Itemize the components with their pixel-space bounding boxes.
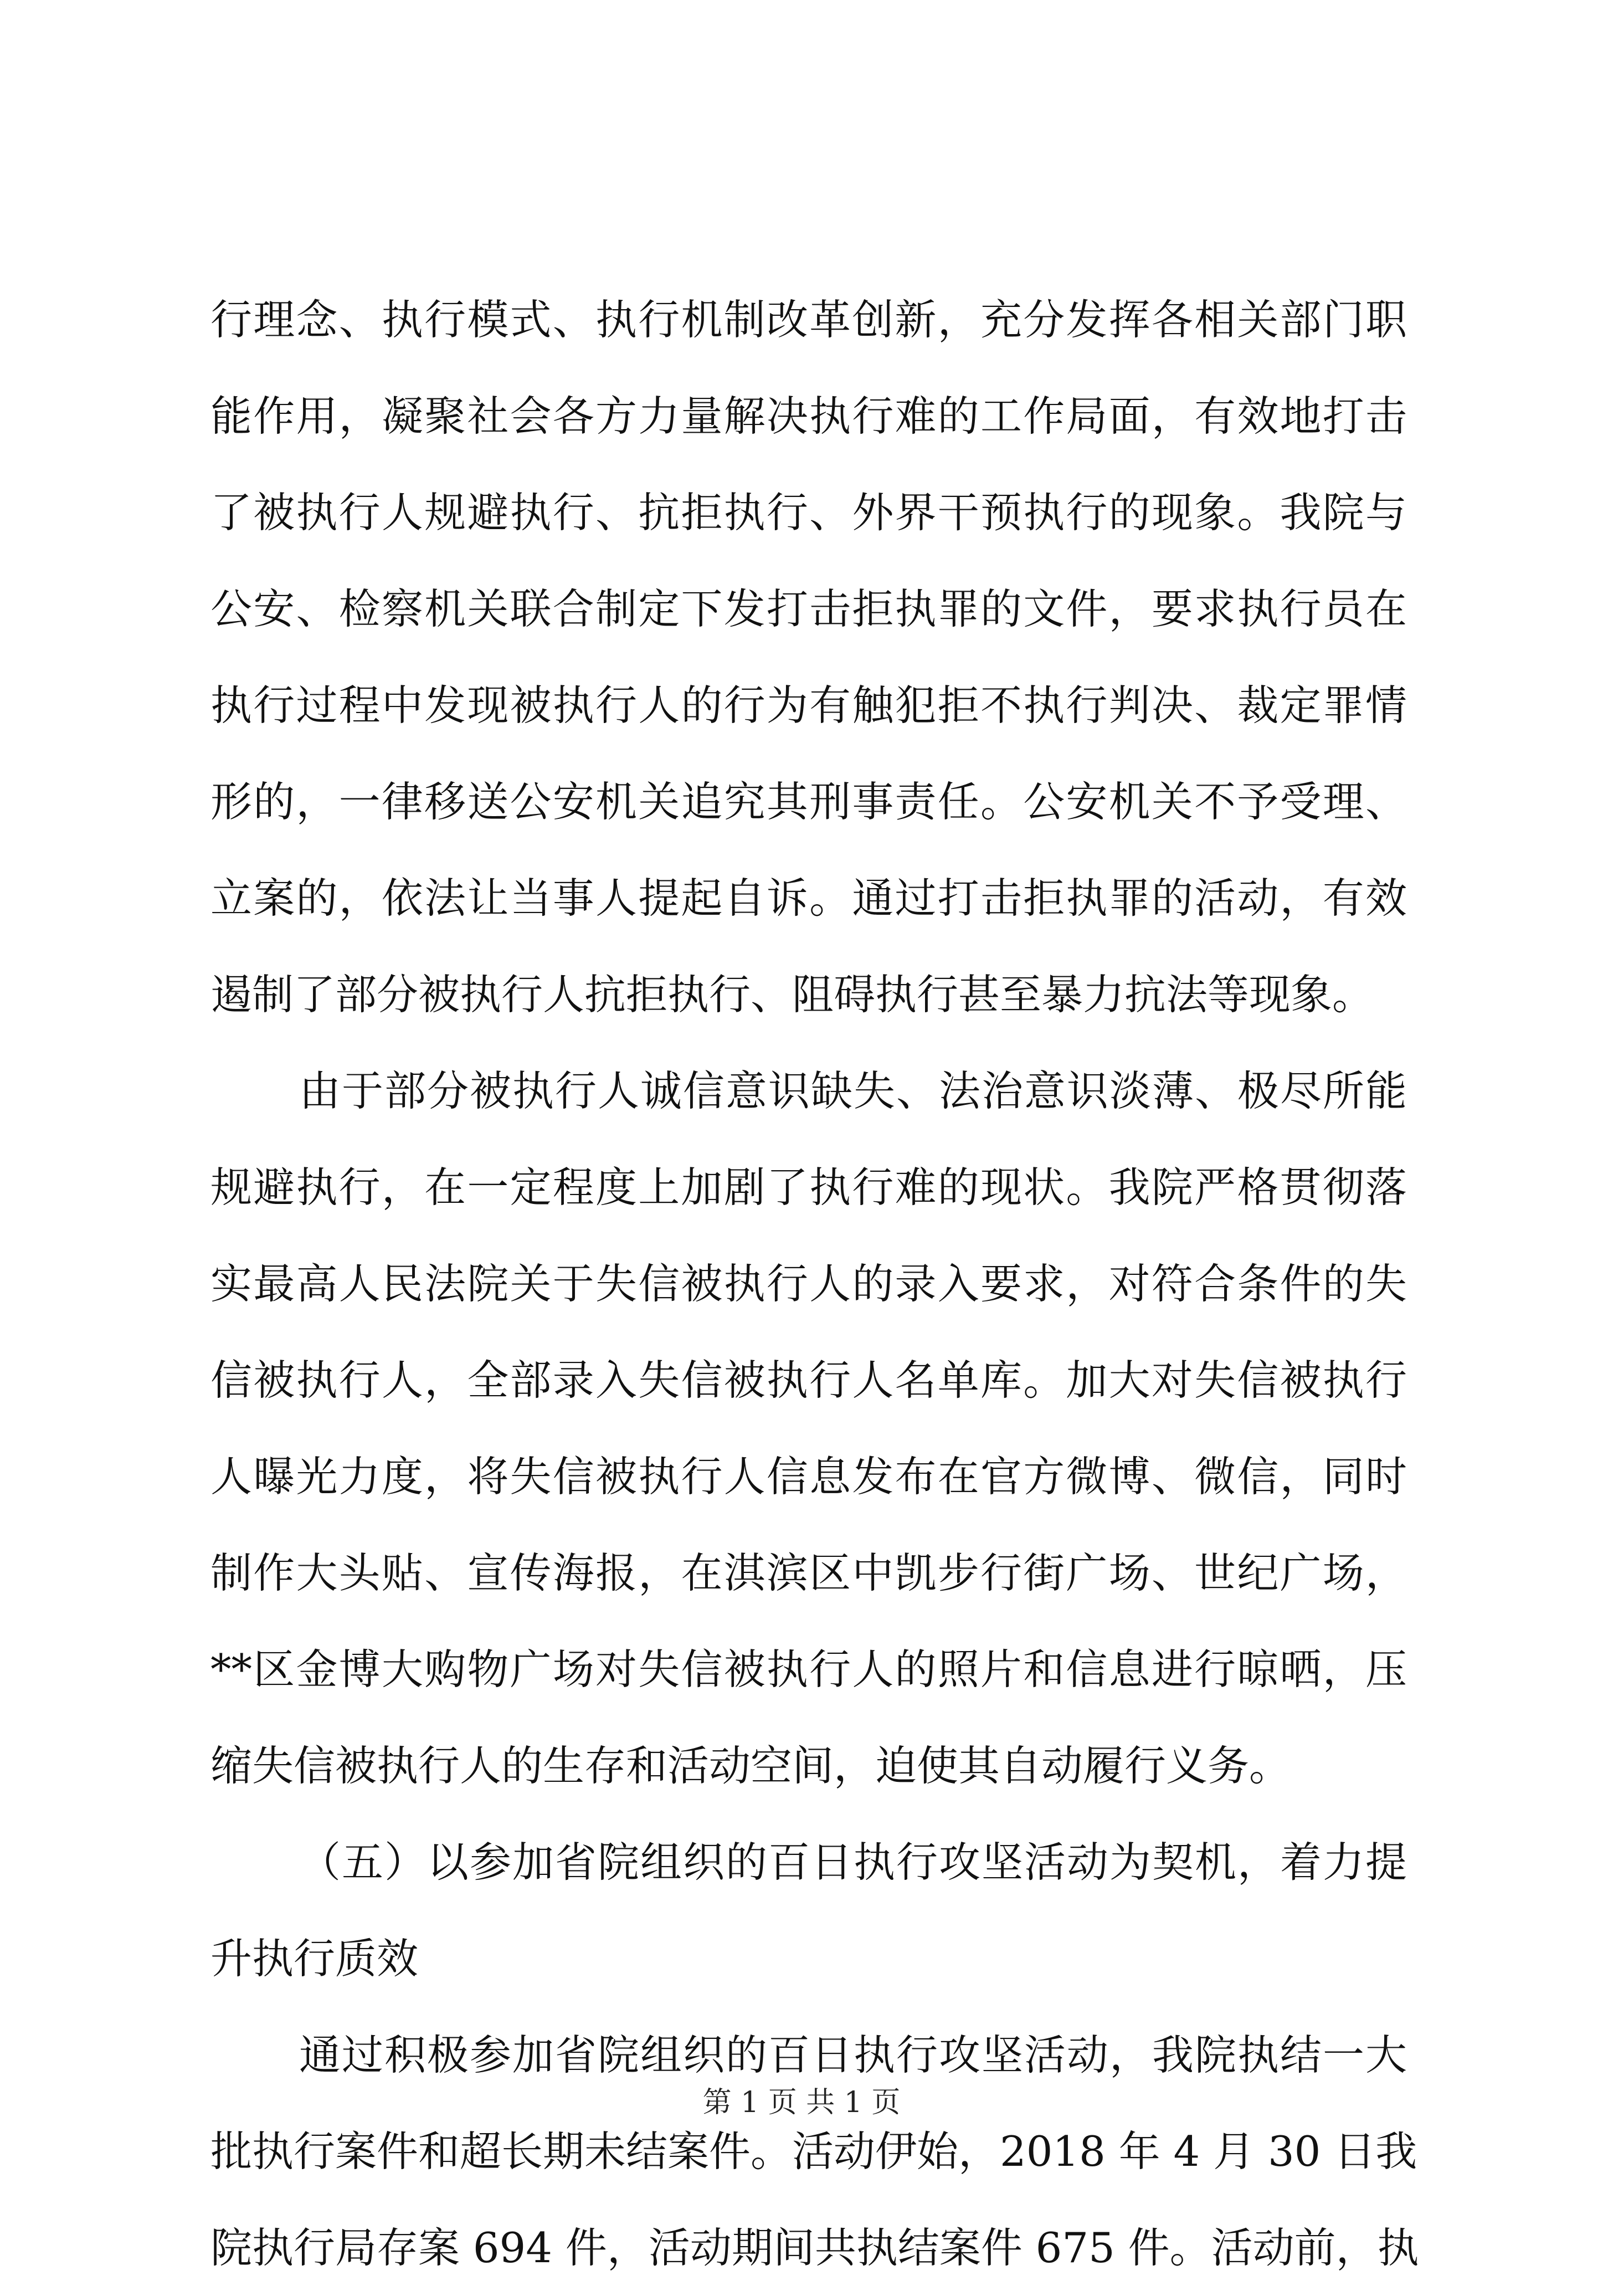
text-line: 缩失信被执行人的生存和活动空间，迫使其自动履行义务。 bbox=[210, 1741, 1291, 1790]
text-line: 制作大头贴、宣传海报，在淇滨区中凯步行街广场、世纪广场， bbox=[210, 1549, 1407, 1597]
text-line: 形的，一律移送公安机关追究其刑事责任。公安机关不予受理、 bbox=[210, 777, 1407, 826]
document-body bbox=[210, 271, 1419, 2296]
text-line: 由于部分被执行人诚信意识缺失、法治意识淡薄、极尽所能 bbox=[299, 1067, 1407, 1115]
text-line: 人曝光力度，将失信被执行人信息发布在官方微博、微信，同时 bbox=[210, 1452, 1407, 1501]
text-line: （五）以参加省院组织的百日执行攻坚活动为契机，着力提 bbox=[299, 1838, 1407, 1887]
text-line: 能作用，凝聚社会各方力量解决执行难的工作局面，有效地打击 bbox=[210, 392, 1407, 440]
text-line: 实最高人民法院关于失信被执行人的录入要求，对符合条件的失 bbox=[210, 1259, 1407, 1308]
text-line: 遏制了部分被执行人抗拒执行、阻碍执行甚至暴力抗法等现象。 bbox=[210, 970, 1374, 1019]
text-line: 通过积极参加省院组织的百日执行攻坚活动，我院执结一大 bbox=[299, 2031, 1407, 2079]
text-line: 行理念、执行模式、执行机制改革创新，充分发挥各相关部门职 bbox=[210, 295, 1407, 344]
text-line: 规避执行，在一定程度上加剧了执行难的现状。我院严格贯彻落 bbox=[210, 1163, 1407, 1212]
text-line: 升执行质效 bbox=[210, 1934, 419, 1983]
text-line: 了被执行人规避执行、抗拒执行、外界干预执行的现象。我院与 bbox=[210, 488, 1407, 537]
text-line: 执行过程中发现被执行人的行为有触犯拒不执行判决、裁定罪情 bbox=[210, 681, 1407, 730]
text-line: **区金博大购物广场对失信被执行人的照片和信息进行晾晒，压 bbox=[210, 1645, 1407, 1694]
text-line: 院执行局存案 694 件，活动期间共执结案件 675 件。活动前，执 bbox=[210, 2223, 1419, 2272]
page-footer: 第 1 页 共 1 页 bbox=[702, 2086, 901, 2119]
text-line: 公安、检察机关联合制定下发打击拒执罪的文件，要求执行员在 bbox=[210, 585, 1407, 633]
text-line: 批执行案件和超长期未结案件。活动伊始，2018 年 4 月 30 日我 bbox=[210, 2127, 1417, 2176]
text-line: 立案的，依法让当事人提起自诉。通过打击拒执罪的活动，有效 bbox=[210, 874, 1407, 922]
text-line: 信被执行人，全部录入失信被执行人名单库。加大对失信被执行 bbox=[210, 1356, 1407, 1405]
